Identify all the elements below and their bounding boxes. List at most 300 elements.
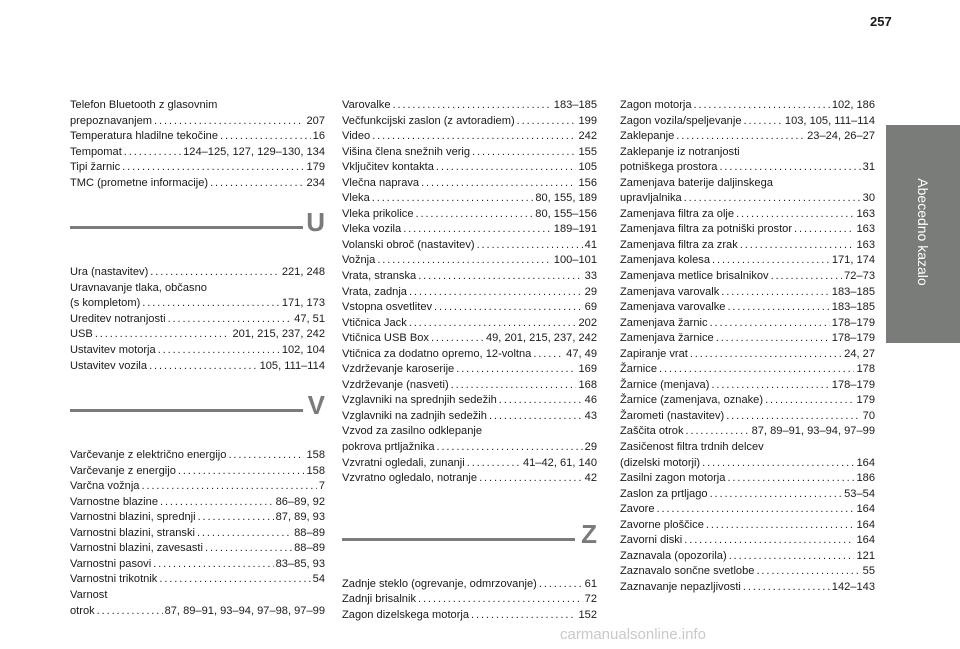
index-entry-heading: Zamenjava baterije daljinskega [620, 176, 773, 189]
column-spacer [342, 487, 597, 503]
index-entry-pages: 30 [862, 192, 875, 205]
index-entry-term: Varnostni blazini, stranski [70, 526, 195, 539]
index-entry-line [342, 129, 597, 145]
index-entry-line [70, 129, 325, 145]
index-entry-line [70, 479, 325, 495]
index-entry-pages: 41–42, 61, 140 [522, 456, 597, 469]
index-entry-term: Večfunkcijski zaslon (z avtoradiem) [342, 114, 515, 127]
index-entry [620, 207, 875, 223]
index-entry-term: Zavore [620, 503, 655, 516]
index-entry-term: Varčevanje z električno energijo [70, 449, 227, 462]
index-entry-pages: 186 [856, 472, 875, 485]
section-letter-block [70, 205, 325, 249]
index-entry-term: Vtičnica za dodatno opremo, 12-voltna [342, 347, 532, 360]
index-entry-term: Ustavitev motorja [70, 344, 156, 357]
leader-dots [168, 312, 293, 328]
index-entry-line [620, 518, 875, 534]
index-entry-pages: 47, 49 [566, 347, 597, 360]
index-entry-pages: 207 [306, 114, 325, 127]
index-entry-line [342, 440, 597, 456]
leader-dots [721, 285, 830, 301]
index-entry-pages: 242 [578, 130, 597, 143]
index-entry-line [620, 471, 875, 487]
index-entry-pages: 102, 104 [281, 344, 325, 357]
leader-dots [794, 222, 854, 238]
leader-dots [158, 343, 280, 359]
index-entry-line [70, 114, 325, 130]
index-entry-pages: 164 [856, 503, 875, 516]
index-entry-heading: Uravnavanje tlaka, občasno [70, 281, 207, 294]
leader-dots [471, 608, 576, 624]
index-entry-pages: 163 [856, 238, 875, 251]
leader-dots [533, 347, 564, 363]
leader-dots [729, 549, 855, 565]
index-entry-line [342, 160, 597, 176]
index-entry [70, 359, 325, 375]
index-entry-line [342, 191, 597, 207]
index-entry-term: Vleka vozila [342, 223, 402, 236]
index-entry-line [620, 316, 875, 332]
leader-dots [416, 207, 534, 223]
leader-dots [403, 222, 552, 238]
leader-dots [393, 98, 552, 114]
index-entry-term: Žarnice [620, 363, 657, 376]
leader-dots [142, 296, 280, 312]
index-entry-term: Zaznavala (opozorila) [620, 549, 727, 562]
index-entry-line [342, 409, 597, 425]
index-entry [620, 362, 875, 378]
leader-dots [124, 145, 181, 161]
index-column-1 [70, 98, 325, 619]
index-entry-pages: 83–85, 93 [275, 557, 325, 570]
index-entry-term: Varovalke [342, 99, 391, 111]
index-entry-pages: 33 [584, 270, 597, 283]
index-entry-line [70, 160, 325, 176]
index-entry [70, 343, 325, 359]
leader-dots [159, 572, 310, 588]
index-entry-pages: 156 [578, 176, 597, 189]
leader-dots [710, 487, 843, 503]
section-letter-block [70, 388, 325, 432]
leader-dots [765, 393, 854, 409]
index-entry-term: (dizelski motorji) [620, 456, 701, 469]
index-entry-pages: 69 [584, 301, 597, 314]
index-entry-pages: 164 [856, 518, 875, 531]
index-entry [620, 533, 875, 549]
index-entry-line [620, 409, 875, 425]
index-entry-line [620, 253, 875, 269]
index-entry-term: Vzvratno ogledalo, notranje [342, 472, 478, 485]
index-entry-term: potniškega prostora [620, 161, 718, 174]
leader-dots [719, 160, 860, 176]
index-entry [620, 269, 875, 285]
leader-dots [409, 285, 583, 301]
index-entry-pages: 178–179 [831, 378, 875, 391]
index-entry [342, 331, 597, 347]
leader-dots [467, 456, 521, 472]
leader-dots [659, 362, 854, 378]
index-entry-term: Vleka prikolice [342, 207, 414, 220]
leader-dots [436, 160, 577, 176]
index-entry [70, 129, 325, 145]
index-entry-pages: 100–101 [553, 254, 597, 267]
index-entry-line [70, 572, 325, 588]
leader-dots [479, 471, 583, 487]
index-entry-term: Varnostni pasovi [70, 557, 152, 570]
index-entry [70, 281, 325, 312]
index-entry-term: Varnostne blazine [70, 495, 158, 508]
index-entry [342, 608, 597, 624]
leader-dots [477, 238, 583, 254]
index-entry-term: Vleka [342, 192, 370, 205]
index-entry-line [620, 549, 875, 565]
leader-dots [711, 378, 829, 394]
index-entry-term: Vtičnica USB Box [342, 332, 429, 345]
index-entry-pages: 152 [578, 608, 597, 621]
index-entry-pages: 179 [306, 161, 325, 174]
index-entry-term: Žarnice (zamenjava, oznake) [620, 394, 764, 407]
index-entry-line [342, 331, 597, 347]
leader-dots [141, 479, 316, 495]
leader-dots [740, 238, 855, 254]
index-entry-line [70, 604, 325, 620]
leader-dots [716, 331, 830, 347]
index-entry-line [342, 456, 597, 472]
index-entry-pages: 124–125, 127, 129–130, 134 [183, 145, 325, 158]
index-entry-pages: 158 [306, 464, 325, 477]
index-entry-pages: 199 [578, 114, 597, 127]
index-entry-term: Vstopna osvetlitev [342, 301, 433, 314]
index-entry-heading: Varnost [70, 589, 108, 602]
index-entry-pages: 87, 89–91, 93–94, 97–98, 97–99 [164, 604, 325, 617]
leader-dots [228, 448, 304, 464]
index-entry-heading: Zasičenost filtra trdnih delcev [620, 441, 764, 454]
index-entry-pages: 121 [856, 549, 875, 562]
leader-dots [694, 98, 830, 114]
watermark: carmanualsonline.info [560, 626, 706, 643]
index-entry-term: TMC (prometne informacije) [70, 176, 209, 189]
index-entry-line [620, 533, 875, 549]
index-entry [620, 316, 875, 332]
index-entry [620, 440, 875, 471]
index-entry-pages: 88–89 [294, 526, 325, 539]
index-entry-pages: 183–185 [831, 301, 875, 314]
leader-dots [421, 176, 576, 192]
index-entry-line [620, 487, 875, 503]
index-entry [70, 312, 325, 328]
leader-dots [657, 502, 855, 518]
index-entry [342, 269, 597, 285]
leader-dots [517, 114, 577, 130]
index-entry-line [70, 312, 325, 328]
index-entry-term: upravljalnika [620, 192, 682, 205]
section-letter-block [342, 517, 597, 561]
index-entry-pages: 183–185 [831, 285, 875, 298]
leader-dots [489, 409, 583, 425]
index-entry [342, 424, 597, 455]
index-entry-pages: 234 [306, 176, 325, 189]
index-entry-pages: 158 [306, 449, 325, 462]
leader-dots [472, 145, 576, 161]
leader-dots [702, 456, 854, 472]
index-entry [342, 471, 597, 487]
leader-dots [153, 557, 273, 573]
index-entry-term: Varnostni blazini, sprednji [70, 511, 196, 524]
index-entry-pages: 189–191 [553, 223, 597, 236]
index-entry [342, 129, 597, 145]
index-entry [342, 145, 597, 161]
leader-dots [431, 331, 484, 347]
index-entry-pages: 16 [312, 130, 325, 143]
index-entry-term: Zavorni diski [620, 534, 683, 547]
index-entry-pages: 46 [584, 394, 597, 407]
index-entry [620, 285, 875, 301]
leader-dots [744, 114, 783, 130]
index-entry [620, 393, 875, 409]
index-entry-pages: 80, 155, 189 [535, 192, 597, 205]
index-entry-line [70, 541, 325, 557]
index-entry-term: Varčevanje z energijo [70, 464, 176, 477]
index-entry [620, 424, 875, 440]
leader-dots [771, 269, 843, 285]
index-entry-term: Ustavitev vozila [70, 359, 148, 372]
index-entry-heading: Vzvod za zasilno odklepanje [342, 425, 482, 438]
index-entry [620, 300, 875, 316]
index-entry-term: Temperatura hladilne tekočine [70, 130, 219, 143]
leader-dots [377, 253, 551, 269]
leader-dots [150, 265, 280, 281]
index-entry-line [342, 238, 597, 254]
index-entry-term: Zapiranje vrat [620, 347, 688, 360]
index-entry-pages: 178–179 [831, 332, 875, 345]
index-entry-line [342, 362, 597, 378]
index-entry [70, 541, 325, 557]
leader-dots [178, 464, 305, 480]
index-entry-line [342, 316, 597, 332]
index-entry-pages: 42 [584, 472, 597, 485]
index-entry [70, 160, 325, 176]
leader-dots [684, 191, 861, 207]
leader-dots [97, 604, 163, 620]
index-entry-line [620, 222, 875, 238]
index-entry-line [620, 347, 875, 363]
index-entry-term: Varnostni blazini, zavesasti [70, 542, 203, 555]
index-entry [70, 495, 325, 511]
index-entry-term: Zagon dizelskega motorja [342, 608, 470, 621]
index-entry-line [70, 145, 325, 161]
index-entry-line [70, 176, 325, 192]
index-entry [620, 409, 875, 425]
index-entry [342, 238, 597, 254]
index-entry-term: Zamenjava filtra za zrak [620, 238, 738, 251]
index-entry-term: Zadnji brisalnik [342, 593, 416, 606]
leader-dots [437, 440, 583, 456]
index-entry-term: Zamenjava varovalke [620, 301, 726, 314]
index-entry-line [620, 564, 875, 580]
index-entry-term: Tempomat [70, 145, 122, 158]
index-entry-pages: 164 [856, 534, 875, 547]
index-entry-pages: 201, 215, 237, 242 [232, 328, 325, 341]
index-entry-line [342, 300, 597, 316]
index-entry-line [620, 191, 875, 207]
index-entry [342, 98, 597, 114]
index-entry-line [342, 285, 597, 301]
index-entry-pages: 70 [862, 409, 875, 422]
index-entry-line [70, 557, 325, 573]
section-letter: Z [581, 518, 597, 549]
index-entry-line [620, 207, 875, 223]
leader-dots [95, 327, 231, 343]
leader-dots [122, 160, 304, 176]
index-entry-pages: 72 [584, 593, 597, 606]
index-entry [620, 145, 875, 176]
leader-dots [690, 347, 842, 363]
index-column-3 [620, 98, 875, 596]
index-entry-term: Žarnice (menjava) [620, 378, 710, 391]
index-entry [620, 564, 875, 580]
index-entry [342, 393, 597, 409]
leader-dots [418, 592, 583, 608]
index-entry-pages: 155 [578, 145, 597, 158]
index-entry [70, 327, 325, 343]
index-entry [620, 518, 875, 534]
index-entry [620, 471, 875, 487]
index-entry-line [620, 331, 875, 347]
leader-dots [409, 316, 577, 332]
index-entry-pages: 23–24, 26–27 [807, 130, 875, 143]
index-column-2 [342, 98, 597, 623]
index-entry-pages: 105, 111–114 [259, 359, 325, 372]
index-entry-pages: 24, 27 [844, 347, 875, 360]
index-entry-term: Ureditev notranjosti [70, 312, 166, 325]
leader-dots [499, 393, 583, 409]
index-entry-term: Zaznavanje nepazljivosti [620, 580, 741, 593]
index-entry-pages: 168 [578, 378, 597, 391]
index-entry-pages: 171, 173 [281, 297, 325, 310]
leader-dots [726, 409, 860, 425]
page-number: 257 [870, 14, 892, 29]
index-entry-pages: 53–54 [844, 487, 875, 500]
leader-dots [149, 359, 258, 375]
index-entry-term: Zavorne ploščice [620, 518, 704, 531]
index-entry [342, 222, 597, 238]
index-entry [342, 347, 597, 363]
index-entry-pages: 31 [862, 161, 875, 174]
leader-dots [154, 114, 304, 130]
index-entry-term: Vzglavniki na sprednjih sedežih [342, 394, 497, 407]
index-entry [70, 98, 325, 129]
index-entry-line [70, 464, 325, 480]
index-entry-pages: 178 [856, 363, 875, 376]
index-entry-term: Vzglavniki na zadnjih sedežih [342, 409, 487, 422]
index-entry-pages: 43 [584, 409, 597, 422]
index-entry-pages: 179 [856, 394, 875, 407]
leader-dots [684, 533, 854, 549]
leader-dots [686, 424, 750, 440]
index-entry-pages: 202 [578, 316, 597, 329]
index-entry [70, 588, 325, 619]
index-entry [342, 176, 597, 192]
leader-dots [434, 300, 583, 316]
index-entry-term: Vlečna naprava [342, 176, 420, 189]
index-entry [342, 378, 597, 394]
index-entry-line [342, 577, 597, 593]
index-entry-heading: Telefon Bluetooth z glasovnim [70, 99, 218, 111]
index-entry [70, 557, 325, 573]
index-entry-line [620, 362, 875, 378]
index-entry-line [620, 114, 875, 130]
leader-dots [418, 269, 582, 285]
index-entry-line [70, 448, 325, 464]
index-entry [620, 331, 875, 347]
index-entry-term: Vzdrževanje karoserije [342, 363, 455, 376]
index-entry [620, 253, 875, 269]
index-entry [70, 479, 325, 495]
index-entry-term: Žarometi (nastavitev) [620, 409, 725, 422]
leader-dots [743, 580, 830, 596]
index-entry-pages: 87, 89–91, 93–94, 97–99 [751, 425, 875, 438]
index-entry-line [620, 300, 875, 316]
index-entry [342, 409, 597, 425]
index-entry [342, 253, 597, 269]
index-entry-term: Vzdrževanje (nasveti) [342, 378, 449, 391]
index-entry-pages: 41 [584, 238, 597, 251]
index-entry-pages: 164 [856, 456, 875, 469]
index-entry-term: Zamenjava filtra za olje [620, 207, 735, 220]
index-entry-pages: 55 [862, 565, 875, 578]
index-entry-line [342, 608, 597, 624]
index-entry-line [620, 393, 875, 409]
index-entry [70, 526, 325, 542]
index-entry [342, 592, 597, 608]
index-entry [70, 145, 325, 161]
index-entry-line [342, 378, 597, 394]
section-letter: U [306, 207, 325, 238]
index-entry-pages: 80, 155–156 [535, 207, 597, 220]
index-entry-pages: 178–179 [831, 316, 875, 329]
section-divider [70, 409, 303, 412]
index-entry-pages: 7 [318, 480, 325, 493]
index-entry-term: Varčna vožnja [70, 480, 140, 493]
index-entry-line [342, 393, 597, 409]
index-entry [70, 176, 325, 192]
index-entry [70, 510, 325, 526]
index-entry-term: Video [342, 130, 371, 143]
leader-dots [727, 300, 829, 316]
index-entry-term: Zamenjava žarnice [620, 332, 714, 345]
index-entry-line [620, 98, 875, 114]
index-entry [620, 549, 875, 565]
index-entry-pages: 54 [312, 573, 325, 586]
leader-dots [706, 518, 855, 534]
index-entry-term: pokrova prtljažnika [342, 441, 435, 454]
leader-dots [712, 253, 830, 269]
index-entry-term: Zamenjava metlice brisalnikov [620, 270, 769, 283]
index-entry-pages: 169 [578, 363, 597, 376]
index-entry-pages: 183–185 [553, 99, 597, 111]
index-entry-term: Zagon vozila/speljevanje [620, 114, 742, 127]
leader-dots [372, 191, 534, 207]
index-entry [620, 502, 875, 518]
index-entry-pages: 61 [584, 577, 597, 590]
index-entry [342, 456, 597, 472]
index-entry [620, 98, 875, 114]
index-entry-line [620, 269, 875, 285]
index-entry-line [620, 502, 875, 518]
index-entry-line [70, 265, 325, 281]
index-entry-line [620, 456, 875, 472]
index-entry [342, 207, 597, 223]
